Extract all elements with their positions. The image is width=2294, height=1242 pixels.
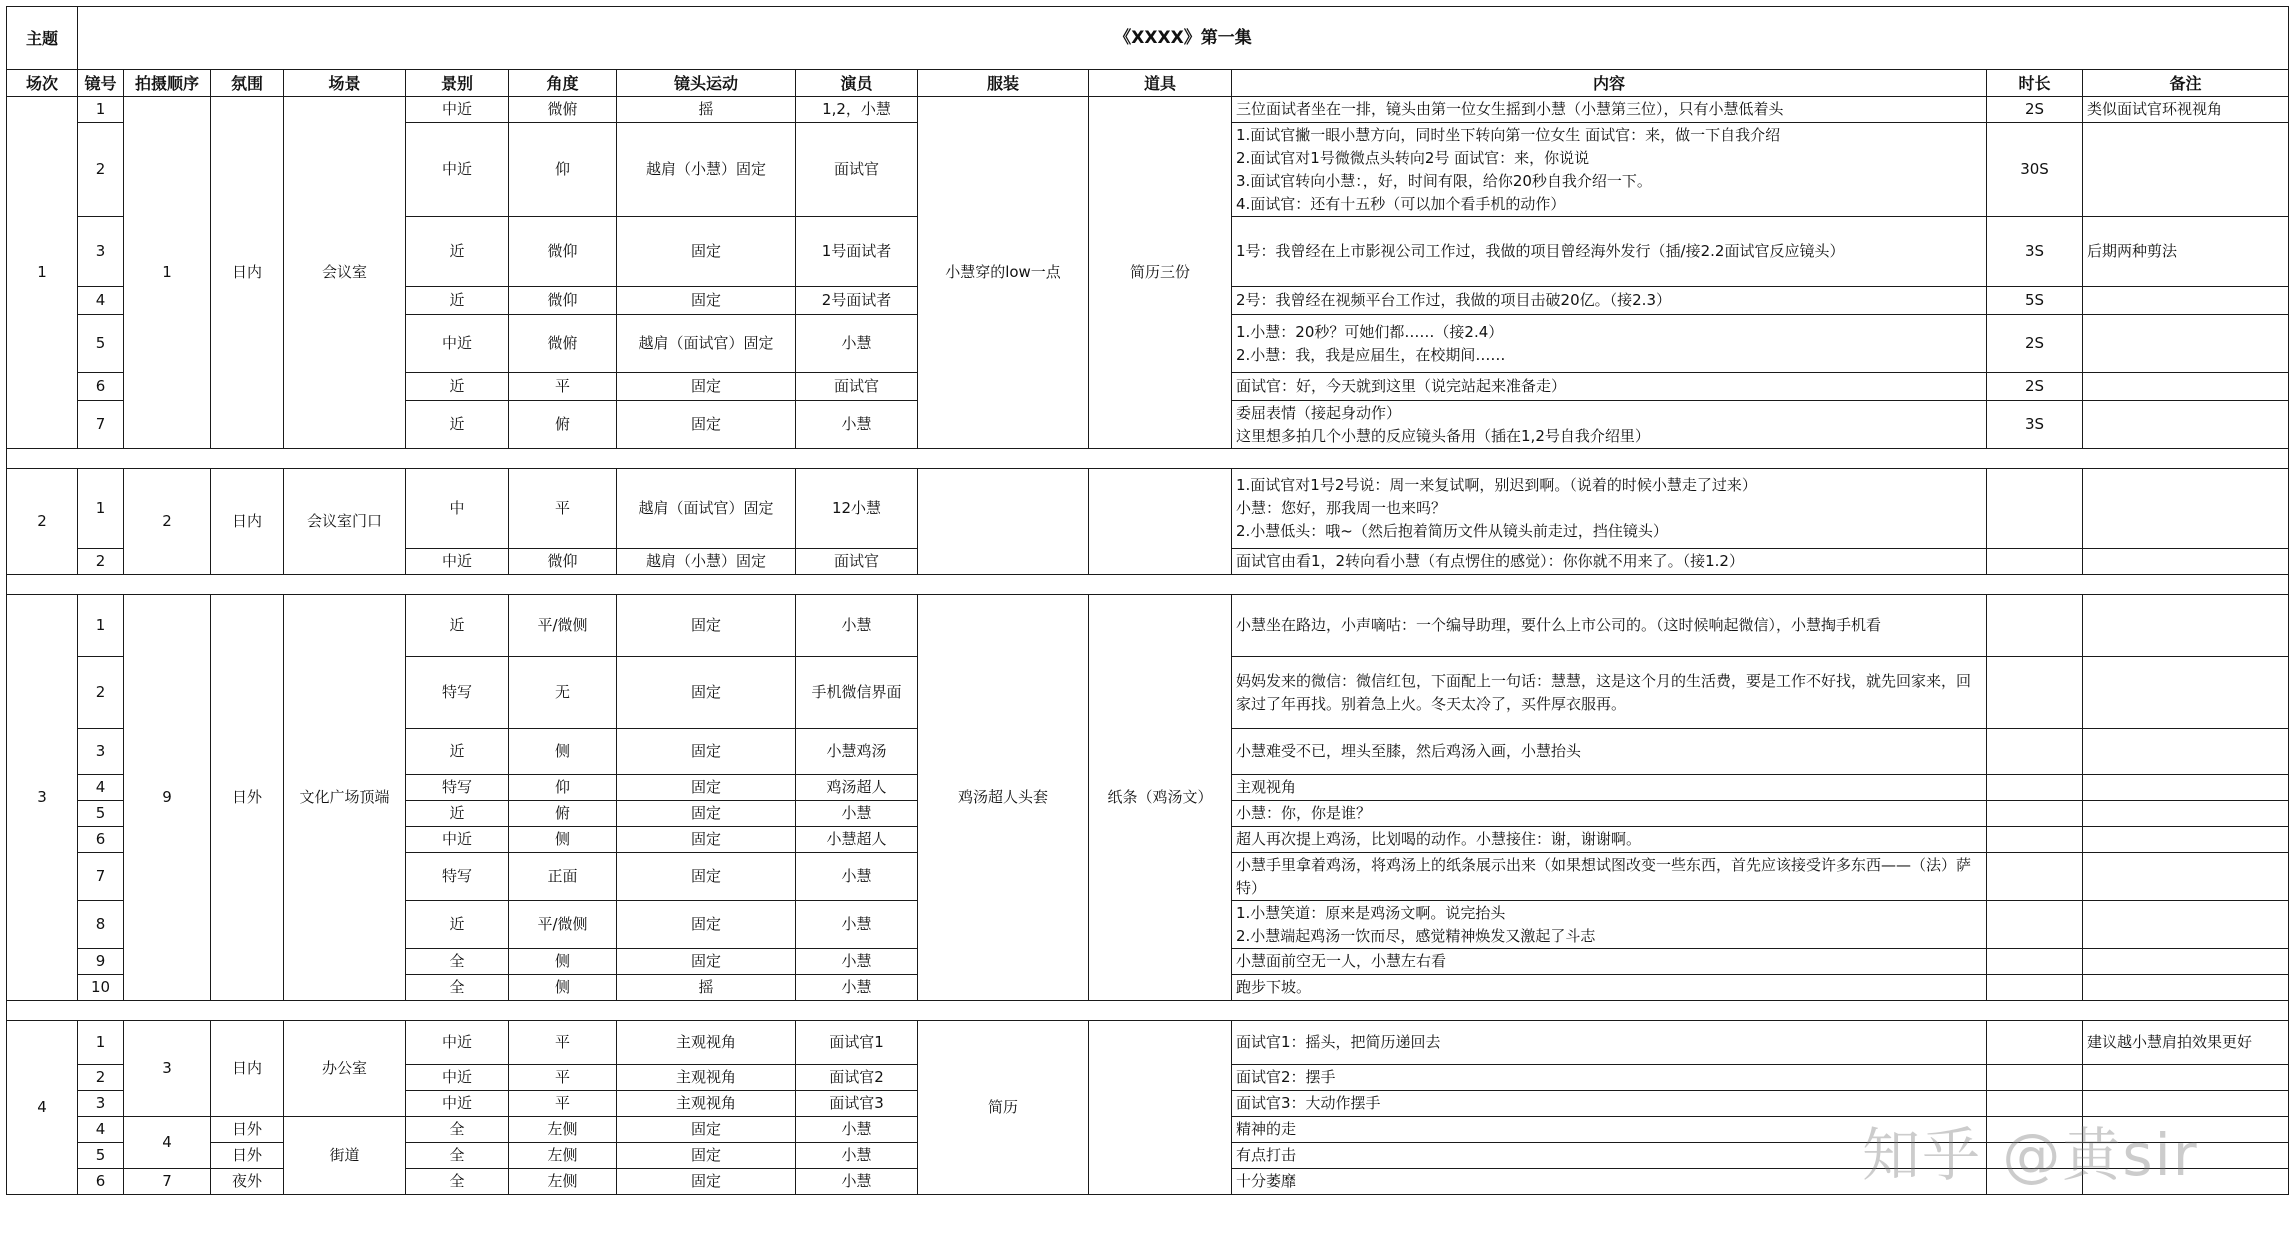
header-angle: 角度 [509,70,617,97]
shot-size: 中近 [406,549,509,575]
scene-number: 2 [7,469,78,575]
spacer-row [7,449,2289,469]
shot-content: 三位面试者坐在一排，镜头由第一位女生摇到小慧（小慧第三位），只有小慧低着头 [1232,97,1987,123]
shot-number: 5 [78,801,124,827]
shot-content: 小慧面前空无一人，小慧左右看 [1232,949,1987,975]
angle: 侧 [509,729,617,775]
notes [2083,287,2289,315]
shot-content: 面试官由看1，2转向看小慧（有点愣住的感觉）：你你就不用来了。（接1.2） [1232,549,1987,575]
actor: 小慧超人 [796,827,918,853]
costume: 简历 [918,1021,1089,1195]
header-row [7,70,2289,97]
actor: 小慧 [796,1117,918,1143]
notes [2083,373,2289,401]
shot-number: 2 [78,1065,124,1091]
atmosphere: 日外 [211,1143,284,1169]
atmosphere: 夜外 [211,1169,284,1195]
header-scene-no: 场次 [7,70,78,97]
actor: 面试官 [796,549,918,575]
header-shoot-order: 拍摄顺序 [124,70,211,97]
camera-move: 固定 [617,595,796,657]
duration [1987,827,2083,853]
shot-content: 跑步下坡。 [1232,975,1987,1001]
header-costume: 服装 [918,70,1089,97]
duration [1987,975,2083,1001]
shoot-order: 2 [124,469,211,575]
shot-size: 中近 [406,1065,509,1091]
camera-move: 摇 [617,97,796,123]
shot-number: 1 [78,1021,124,1065]
shot-size: 全 [406,949,509,975]
camera-move: 越肩（小慧）固定 [617,549,796,575]
camera-move: 主观视角 [617,1065,796,1091]
camera-move: 固定 [617,373,796,401]
notes [2083,827,2289,853]
actor: 手机微信界面 [796,657,918,729]
shot-number: 6 [78,827,124,853]
shot-number: 4 [78,775,124,801]
shot-size: 近 [406,595,509,657]
duration [1987,901,2083,949]
shot-number: 1 [78,595,124,657]
camera-move: 固定 [617,801,796,827]
header-shot-size: 景别 [406,70,509,97]
shot-number: 6 [78,373,124,401]
scene-number: 1 [7,97,78,449]
location: 会议室门口 [284,469,406,575]
actor: 小慧 [796,975,918,1001]
table-row [7,97,2289,123]
shot-content: 超人再次提上鸡汤，比划喝的动作。小慧接住：谢，谢谢啊。 [1232,827,1987,853]
shot-content: 小慧坐在路边，小声嘀咕：一个编导助理，要什么上市公司的。（这时候响起微信），小慧掏手机看 [1232,595,1987,657]
notes [2083,549,2289,575]
header-notes: 备注 [2083,70,2289,97]
notes [2083,1065,2289,1091]
angle: 微俯 [509,97,617,123]
angle: 仰 [509,123,617,217]
camera-move: 固定 [617,1143,796,1169]
shot-size: 特写 [406,853,509,901]
atmosphere: 日外 [211,595,284,1001]
actor: 小慧 [796,315,918,373]
notes [2083,801,2289,827]
shot-size: 近 [406,901,509,949]
actor: 面试官2 [796,1065,918,1091]
notes [2083,657,2289,729]
shot-number: 6 [78,1169,124,1195]
angle: 左侧 [509,1143,617,1169]
angle: 正面 [509,853,617,901]
shot-size: 中近 [406,97,509,123]
camera-move: 固定 [617,853,796,901]
duration: 3S [1987,217,2083,287]
shot-size: 特写 [406,657,509,729]
angle: 无 [509,657,617,729]
notes [2083,729,2289,775]
angle: 平 [509,469,617,549]
shot-size: 近 [406,801,509,827]
shot-content: 十分萎靡 [1232,1169,1987,1195]
shot-number: 3 [78,1091,124,1117]
duration [1987,549,2083,575]
atmosphere: 日外 [211,1117,284,1143]
camera-move: 越肩（面试官）固定 [617,315,796,373]
duration: 30S [1987,123,2083,217]
actor: 面试官 [796,123,918,217]
shot-number: 3 [78,729,124,775]
notes [2083,853,2289,901]
actor: 小慧 [796,1143,918,1169]
shoot-order: 9 [124,595,211,1001]
angle: 俯 [509,401,617,449]
actor: 面试官1 [796,1021,918,1065]
actor: 鸡汤超人 [796,775,918,801]
header-location: 场景 [284,70,406,97]
scene-number: 4 [7,1021,78,1195]
shot-content: 1号：我曾经在上市影视公司工作过，我做的项目曾经海外发行（插/接2.2面试官反应镜头） [1232,217,1987,287]
shot-size: 全 [406,1117,509,1143]
header-actor: 演员 [796,70,918,97]
camera-move: 固定 [617,401,796,449]
angle: 微俯 [509,315,617,373]
duration [1987,469,2083,549]
shot-content: 1.面试官撇一眼小慧方向，同时坐下转向第一位女生 面试官：来，做一下自我介绍 2.面试官对1号微微点头转向2号 面试官：来，你说说 3.面试官转向小慧：，好，时间有限，给你20秒自我介绍一下。 4.面试官：还有十五秒（可以加个看手机的动作） [1232,123,1987,217]
costume: 小慧穿的low一点 [918,97,1089,449]
props [1089,1021,1232,1195]
shot-number: 3 [78,217,124,287]
shot-number: 4 [78,1117,124,1143]
spacer-row [7,1001,2289,1021]
shot-size: 特写 [406,775,509,801]
actor: 2号面试者 [796,287,918,315]
angle: 平/微侧 [509,901,617,949]
location: 会议室 [284,97,406,449]
notes [2083,595,2289,657]
actor: 面试官3 [796,1091,918,1117]
camera-move: 固定 [617,901,796,949]
actor: 小慧 [796,1169,918,1195]
notes: 后期两种剪法 [2083,217,2289,287]
camera-move: 固定 [617,949,796,975]
notes [2083,975,2289,1001]
shot-content: 委屈表情（接起身动作） 这里想多拍几个小慧的反应镜头备用（插在1,2号自我介绍里） [1232,401,1987,449]
shot-number: 8 [78,901,124,949]
actor: 1,2，小慧 [796,97,918,123]
shot-content: 小慧手里拿着鸡汤，将鸡汤上的纸条展示出来（如果想试图改变一些东西，首先应该接受许多东西——（法）萨特） [1232,853,1987,901]
duration [1987,595,2083,657]
header-atmosphere: 氛围 [211,70,284,97]
shot-number: 5 [78,1143,124,1169]
angle: 侧 [509,949,617,975]
angle: 微仰 [509,549,617,575]
costume [918,469,1089,575]
notes: 类似面试官环视视角 [2083,97,2289,123]
shot-size: 近 [406,217,509,287]
angle: 仰 [509,775,617,801]
angle: 左侧 [509,1169,617,1195]
angle: 微仰 [509,287,617,315]
angle: 平 [509,1091,617,1117]
angle: 侧 [509,827,617,853]
notes [2083,401,2289,449]
angle: 平 [509,1065,617,1091]
shot-size: 近 [406,373,509,401]
shoot-order: 3 [124,1021,211,1117]
duration [1987,1021,2083,1065]
scene-number: 3 [7,595,78,1001]
camera-move: 越肩（面试官）固定 [617,469,796,549]
shot-size: 近 [406,401,509,449]
episode-title: 《XXXX》第一集 [78,7,2289,70]
duration [1987,949,2083,975]
shot-size: 全 [406,1143,509,1169]
props [1089,469,1232,575]
costume: 鸡汤超人头套 [918,595,1089,1001]
camera-move: 越肩（小慧）固定 [617,123,796,217]
duration [1987,801,2083,827]
shot-size: 中近 [406,1021,509,1065]
duration [1987,657,2083,729]
duration: 3S [1987,401,2083,449]
shot-number: 5 [78,315,124,373]
atmosphere: 日内 [211,469,284,575]
notes: 建议越小慧肩拍效果更好 [2083,1021,2289,1065]
actor: 小慧 [796,853,918,901]
shot-number: 7 [78,853,124,901]
header-camera-move: 镜头运动 [617,70,796,97]
shot-content: 1.面试官对1号2号说：周一来复试啊，别迟到啊。（说着的时候小慧走了过来） 小慧：您好，那我周一也来吗？ 2.小慧低头：哦~（然后抱着简历文件从镜头前走过，挡住镜头） [1232,469,1987,549]
angle: 微仰 [509,217,617,287]
shot-size: 全 [406,975,509,1001]
header-shot-no: 镜号 [78,70,124,97]
shot-content: 精神的走 [1232,1117,1987,1143]
atmosphere: 日内 [211,1021,284,1117]
shoot-order: 7 [124,1169,211,1195]
angle: 俯 [509,801,617,827]
angle: 左侧 [509,1117,617,1143]
camera-move: 固定 [617,217,796,287]
duration [1987,775,2083,801]
shot-content: 1.小慧笑道：原来是鸡汤文啊。说完抬头 2.小慧端起鸡汤一饮而尽，感觉精神焕发又激起了斗志 [1232,901,1987,949]
actor: 小慧鸡汤 [796,729,918,775]
duration [1987,729,2083,775]
duration [1987,1065,2083,1091]
table-row [7,1021,2289,1065]
angle: 平 [509,1021,617,1065]
actor: 小慧 [796,949,918,975]
shot-content: 面试官：好，今天就到这里（说完站起来准备走） [1232,373,1987,401]
shot-content: 主观视角 [1232,775,1987,801]
shot-number: 1 [78,97,124,123]
actor: 小慧 [796,595,918,657]
camera-move: 固定 [617,657,796,729]
atmosphere: 日内 [211,97,284,449]
shot-content: 2号：我曾经在视频平台工作过，我做的项目击破20亿。（接2.3） [1232,287,1987,315]
shot-number: 9 [78,949,124,975]
camera-move: 主观视角 [617,1021,796,1065]
header-props: 道具 [1089,70,1232,97]
notes [2083,469,2289,549]
actor: 小慧 [796,901,918,949]
shoot-order: 4 [124,1117,211,1169]
duration: 5S [1987,287,2083,315]
actor: 面试官 [796,373,918,401]
table-row [7,595,2289,657]
props: 简历三份 [1089,97,1232,449]
header-content: 内容 [1232,70,1987,97]
shot-content: 妈妈发来的微信：微信红包，下面配上一句话：慧慧，这是这个月的生活费，要是工作不好找，就先回家来，回家过了年再找。别着急上火。冬天太冷了，买件厚衣服再。 [1232,657,1987,729]
shot-size: 近 [406,287,509,315]
notes [2083,775,2289,801]
shot-size: 中近 [406,315,509,373]
spacer-row [7,575,2289,595]
camera-move: 固定 [617,287,796,315]
table-row [7,469,2289,549]
actor: 小慧 [796,801,918,827]
topic-label: 主题 [7,7,78,70]
location: 文化广场顶端 [284,595,406,1001]
angle: 平 [509,373,617,401]
props: 纸条（鸡汤文） [1089,595,1232,1001]
camera-move: 主观视角 [617,1091,796,1117]
shot-size: 中 [406,469,509,549]
shot-size: 中近 [406,1091,509,1117]
shot-size: 近 [406,729,509,775]
notes [2083,949,2289,975]
location: 办公室 [284,1021,406,1117]
camera-move: 固定 [617,827,796,853]
shot-content: 面试官3：大动作摆手 [1232,1091,1987,1117]
shot-number: 7 [78,401,124,449]
shot-content: 有点打击 [1232,1143,1987,1169]
shot-content: 面试官2：摆手 [1232,1065,1987,1091]
shot-size: 全 [406,1169,509,1195]
shot-number: 1 [78,469,124,549]
actor: 1号面试者 [796,217,918,287]
shot-list-table [6,6,2289,1195]
notes [2083,901,2289,949]
shot-number: 4 [78,287,124,315]
shot-size: 中近 [406,123,509,217]
angle: 平/微侧 [509,595,617,657]
shoot-order: 1 [124,97,211,449]
camera-move: 固定 [617,729,796,775]
shot-number: 2 [78,123,124,217]
watermark: 知乎 @黄sir [1862,1121,2199,1189]
shot-number: 2 [78,657,124,729]
camera-move: 固定 [617,1169,796,1195]
actor: 12小慧 [796,469,918,549]
camera-move: 固定 [617,1117,796,1143]
actor: 小慧 [796,401,918,449]
shot-size: 中近 [406,827,509,853]
duration [1987,853,2083,901]
shot-number: 2 [78,549,124,575]
camera-move: 摇 [617,975,796,1001]
camera-move: 固定 [617,775,796,801]
header-duration: 时长 [1987,70,2083,97]
notes [2083,123,2289,217]
duration: 2S [1987,373,2083,401]
duration: 2S [1987,315,2083,373]
location: 街道 [284,1117,406,1195]
shot-number: 10 [78,975,124,1001]
notes [2083,315,2289,373]
shot-content: 1.小慧：20秒？可她们都……（接2.4） 2.小慧：我，我是应届生，在校期间…… [1232,315,1987,373]
shot-content: 面试官1：摇头，把简历递回去 [1232,1021,1987,1065]
duration: 2S [1987,97,2083,123]
shot-content: 小慧：你，你是谁？ [1232,801,1987,827]
shot-content: 小慧难受不已，埋头至膝，然后鸡汤入画，小慧抬头 [1232,729,1987,775]
angle: 侧 [509,975,617,1001]
